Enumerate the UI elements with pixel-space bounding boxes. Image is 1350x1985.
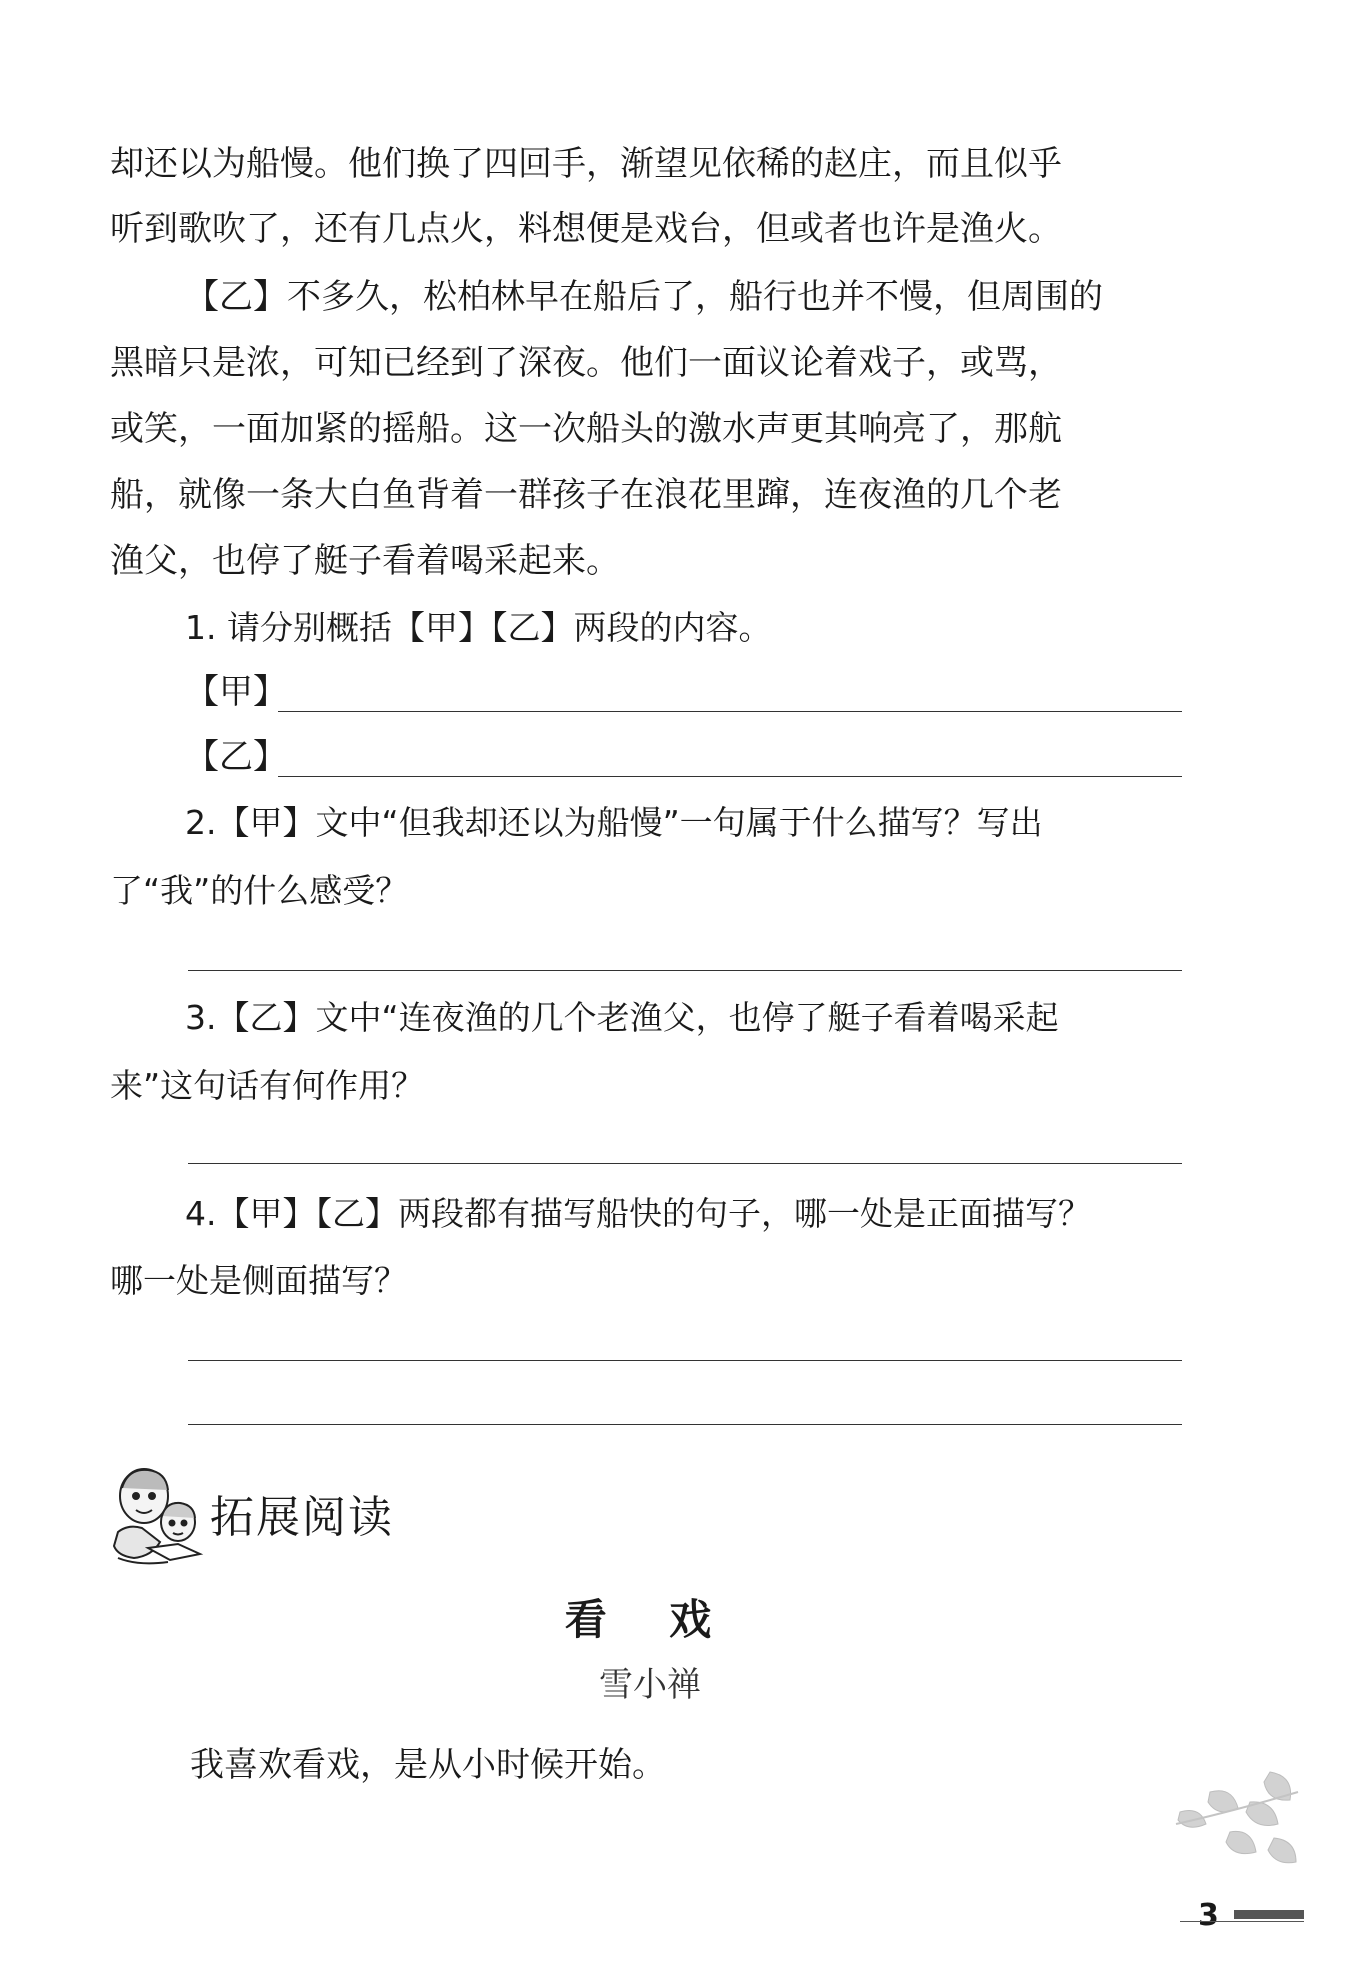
- passage-line: 却还以为船慢。他们换了四回手，渐望见依稀的赵庄，而且似乎: [110, 144, 1062, 184]
- passage-line: 或笑，一面加紧的摇船。这一次船头的激水声更其响亮了，那航: [110, 409, 1062, 449]
- answer-line[interactable]: [278, 776, 1182, 777]
- footer-bar: [1234, 1910, 1304, 1919]
- question-1: 1. 请分别概括【甲】【乙】两段的内容。: [185, 608, 772, 647]
- answer-label-jia: 【甲】: [185, 672, 287, 712]
- extended-reading-heading: 拓展阅读: [210, 1492, 394, 1543]
- article-author: 雪小禅: [599, 1665, 701, 1705]
- passage-line: 【乙】不多久，松柏林早在船后了，船行也并不慢，但周围的: [185, 277, 1103, 317]
- passage-line: 船，就像一条大白鱼背着一群孩子在浪花里蹿，连夜渔的几个老: [110, 475, 1062, 515]
- question-3-line-2: 来”这句话有何作用？: [110, 1066, 425, 1105]
- article-title: 看 戏: [564, 1595, 736, 1644]
- reading-kids-icon: [108, 1462, 208, 1568]
- passage-line: 黑暗只是浓，可知已经到了深夜。他们一面议论着戏子，或骂，: [110, 343, 1062, 383]
- footer-rule: [1180, 1921, 1304, 1922]
- answer-line[interactable]: [278, 711, 1182, 712]
- page-number: 3: [1198, 1898, 1219, 1933]
- answer-line[interactable]: [188, 1360, 1182, 1361]
- question-2-line-2: 了“我”的什么感受？: [110, 871, 409, 910]
- question-4-line-1: 4.【甲】【乙】两段都有描写船快的句子，哪一处是正面描写？: [185, 1194, 1091, 1233]
- passage-line: 渔父，也停了艇子看着喝采起来。: [110, 541, 620, 581]
- answer-line[interactable]: [188, 1424, 1182, 1425]
- question-2-line-1: 2.【甲】文中“但我却还以为船慢”一句属于什么描写？写出: [185, 803, 1043, 842]
- answer-line[interactable]: [188, 1163, 1182, 1164]
- passage-line: 听到歌吹了，还有几点火，料想便是戏台，但或者也许是渔火。: [110, 209, 1062, 249]
- question-3-line-1: 3.【乙】文中“连夜渔的几个老渔父，也停了艇子看着喝采起: [185, 998, 1059, 1037]
- leaves-decoration-icon: [1170, 1762, 1310, 1882]
- question-4-line-2: 哪一处是侧面描写？: [110, 1261, 407, 1300]
- article-first-line: 我喜欢看戏，是从小时候开始。: [190, 1745, 666, 1785]
- answer-line[interactable]: [188, 970, 1182, 971]
- answer-label-yi: 【乙】: [185, 737, 287, 777]
